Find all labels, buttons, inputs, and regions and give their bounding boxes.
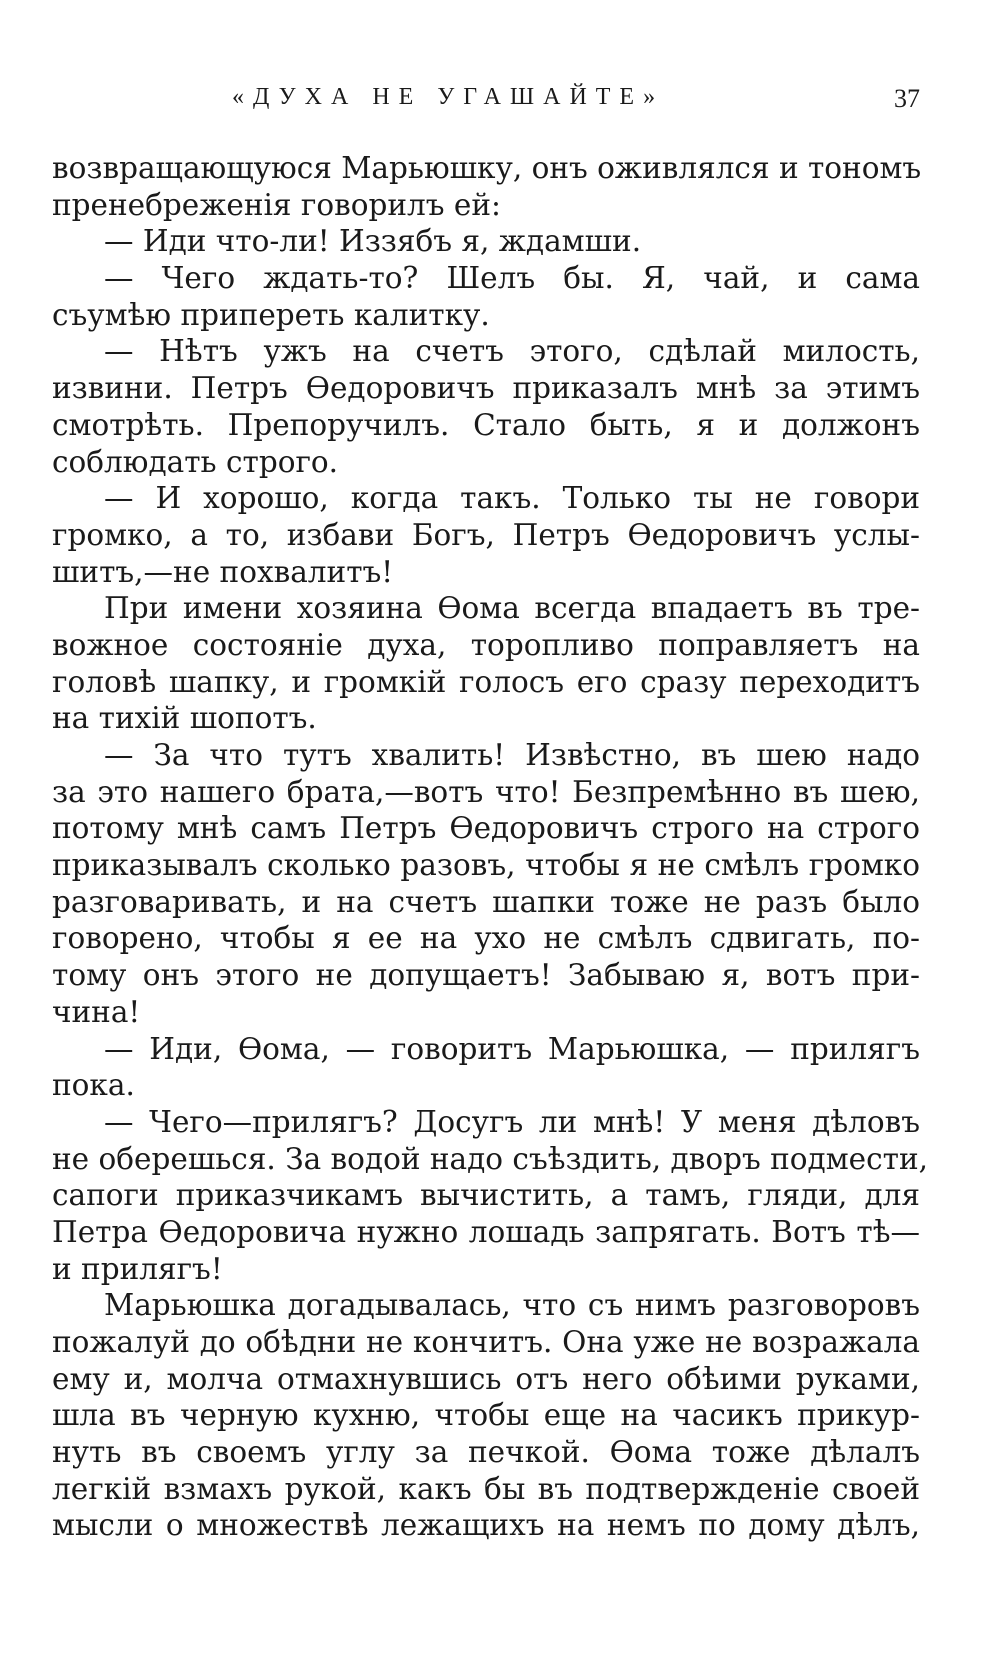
- text-line: — И хорошо, когда такъ. Только ты не говори: [104, 481, 920, 516]
- text-line: съумѣю припереть калитку.: [52, 297, 490, 332]
- text-line: тому онъ этого не допущаетъ! Забываю я, вотъ при-: [52, 958, 920, 993]
- text-line: шла въ черную кухню, чтобы еще на часикъ прикур-: [52, 1398, 920, 1433]
- text-line: пренебреженія говорилъ ей:: [52, 187, 501, 222]
- text-line: чина!: [52, 994, 141, 1029]
- text-line: — Чего ждать-то? Шелъ бы. Я, чай, и сама: [104, 261, 920, 296]
- text-line: на тихій шопотъ.: [52, 701, 317, 736]
- text-line: извини. Петръ Өедоровичъ приказалъ мнѣ за этимъ: [52, 371, 920, 406]
- text-line: — Нѣтъ ужъ на счетъ этого, сдѣлай милость,: [104, 334, 920, 369]
- text-line: не оберешься. За водой надо съѣздить, дворъ подмести,: [52, 1141, 928, 1176]
- text-line: — За что тутъ хвалить! Извѣстно, въ шею надо: [104, 738, 920, 772]
- text-line: пока.: [52, 1068, 135, 1103]
- text-line: говорено, чтобы я ее на ухо не смѣлъ сдвигать, по-: [52, 921, 920, 956]
- body-text: [52, 150, 928, 1544]
- text-line: — Чего—прилягъ? Досугъ ли мнѣ! У меня дѣловъ: [104, 1104, 920, 1139]
- text-line: — Иди, Өома, — говоритъ Марьюшка, — прилягъ: [104, 1031, 920, 1066]
- text-line: потому мнѣ самъ Петръ Өедоровичъ строго на строго: [52, 811, 920, 846]
- text-line: ему и, молча отмахнувшись отъ него обѣими руками,: [52, 1361, 920, 1396]
- page-number: 37: [894, 84, 920, 113]
- text-line: Петра Өедоровича нужно лошадь запрягать. Вотъ тѣ—: [52, 1214, 920, 1249]
- text-line: пожалуй до обѣдни не кончитъ. Она уже не возражала: [52, 1325, 920, 1359]
- text-line: мысли о множествѣ лежащихъ на немъ по дому дѣлъ,: [52, 1508, 920, 1543]
- text-line: шитъ,—не похвалитъ!: [52, 554, 394, 589]
- text-line: При имени хозяина Өома всегда впадаетъ въ тре-: [104, 591, 920, 626]
- text-line: нуть въ своемъ углу за печкой. Өома тоже дѣлалъ: [52, 1435, 920, 1470]
- text-line: и прилягъ!: [52, 1251, 223, 1286]
- text-line: смотрѣть. Препоручилъ. Стало быть, я и должонъ: [52, 407, 920, 442]
- text-line: легкій взмахъ рукой, какъ бы въ подтвержденіе своей: [52, 1471, 920, 1506]
- text-line: громко, а то, избави Богъ, Петръ Өедоровичъ услы-: [52, 517, 920, 552]
- text-line: — Иди что-ли! Иззябъ я, ждамши.: [104, 224, 642, 259]
- text-line: возвращающуюся Марьюшку, онъ оживлялся и тономъ: [52, 151, 922, 185]
- running-title: «ДУХА НЕ УГАШАЙТЕ»: [232, 84, 665, 110]
- text-line: приказывалъ сколько разовъ, чтобы я не смѣлъ громко: [52, 848, 920, 883]
- text-line: разговаривать, и на счетъ шапки тоже не разъ было: [52, 884, 920, 919]
- page-header: [0, 84, 1000, 124]
- text-line: за это нашего брата,—вотъ что! Безпремѣнно въ шею,: [52, 774, 920, 809]
- text-line: сапоги приказчикамъ вычистить, а тамъ, гляди, для: [52, 1178, 920, 1213]
- text-line: вожное состояніе духа, торопливо поправляетъ на: [52, 627, 920, 662]
- text-line: головѣ шапку, и громкій голосъ его сразу переходитъ: [52, 664, 920, 699]
- text-line: соблюдать строго.: [52, 444, 339, 479]
- text-line: Марьюшка догадывалась, что съ нимъ разговоровъ: [104, 1288, 920, 1323]
